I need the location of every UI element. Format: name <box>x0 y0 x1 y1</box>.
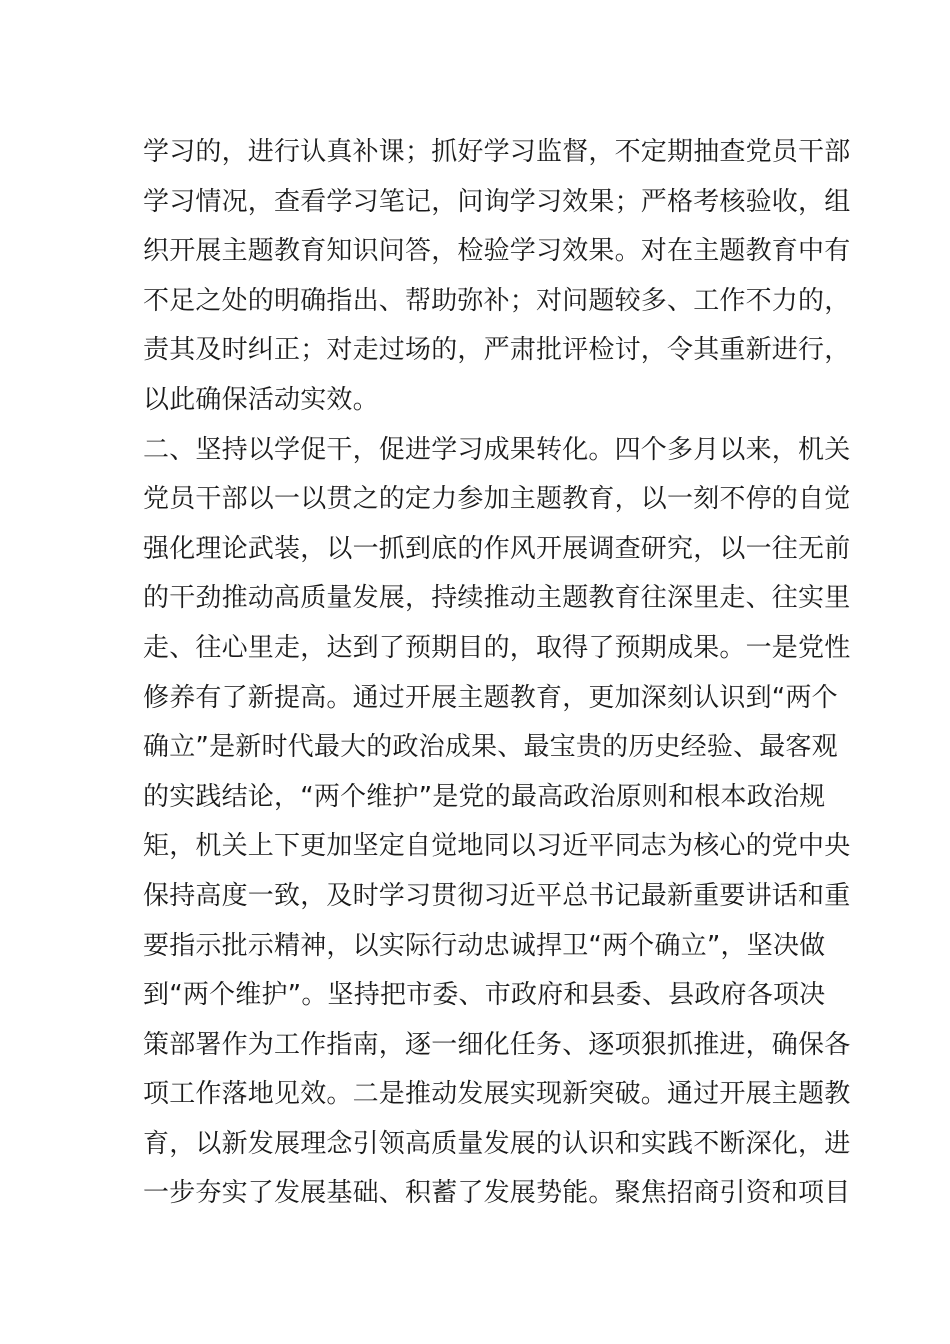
section-heading-line: 二、坚持以学促干，促进学习成果转化。四个多月以来，机关 <box>143 434 851 465</box>
text-line: 矩，机关上下更加坚定自觉地同以习近平同志为核心的党中央 <box>143 831 851 862</box>
text-line: 修养有了新提高。通过开展主题教育，更加深刻认识到“两个 <box>143 682 838 713</box>
text-line: 的干劲推动高质量发展，持续推动主题教育往深里走、往实里 <box>143 583 851 614</box>
text-line: 学习情况，查看学习笔记，问询学习效果；严格考核验收，组 <box>143 186 851 217</box>
text-line: 以此确保活动实效。 <box>143 384 379 415</box>
text-line: 责其及时纠正；对走过场的，严肃批评检讨，令其重新进行， <box>143 335 851 366</box>
text-line: 项工作落地见效。二是推动发展实现新突破。通过开展主题教 <box>143 1079 851 1110</box>
text-line: 走、往心里走，达到了预期目的，取得了预期成果。一是党性 <box>143 632 851 663</box>
text-line: 不足之处的明确指出、帮助弥补；对问题较多、工作不力的， <box>143 285 851 316</box>
text-line: 育，以新发展理念引领高质量发展的认识和实践不断深化，进 <box>143 1128 851 1159</box>
text-line: 党员干部以一以贯之的定力参加主题教育，以一刻不停的自觉 <box>143 484 851 515</box>
text-line: 策部署作为工作指南，逐一细化任务、逐项狠抓推进，确保各 <box>143 1029 851 1060</box>
text-line: 学习的，进行认真补课；抓好学习监督，不定期抽查党员干部 <box>143 137 851 167</box>
text-line: 强化理论武装，以一抓到底的作风开展调查研究，以一往无前 <box>143 533 851 564</box>
text-line: 确立”是新时代最大的政治成果、最宝贵的历史经验、最客观 <box>143 732 838 763</box>
text-line: 要指示批示精神，以实际行动忠诚捍卫“两个确立”，坚决做 <box>143 930 826 961</box>
text-line: 织开展主题教育知识问答，检验学习效果。对在主题教育中有 <box>143 236 851 267</box>
body-text <box>143 128 851 1219</box>
text-line: 一步夯实了发展基础、积蓄了发展势能。聚焦招商引资和项目 <box>143 1178 851 1209</box>
text-line: 到“两个维护”。坚持把市委、市政府和县委、县政府各项决 <box>143 980 826 1011</box>
text-line: 的实践结论，“两个维护”是党的最高政治原则和根本政治规 <box>143 781 826 812</box>
text-line: 保持高度一致，及时学习贯彻习近平总书记最新重要讲话和重 <box>143 880 851 911</box>
